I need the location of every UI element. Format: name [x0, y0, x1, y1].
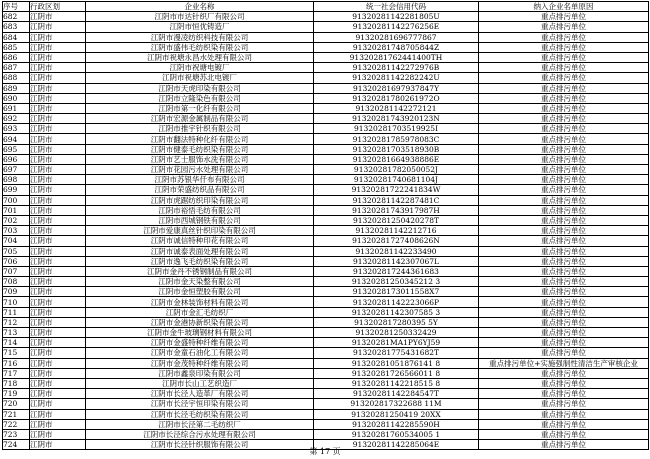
table-row	[3, 399, 649, 409]
cell-region: 江阴市	[30, 399, 86, 409]
cell-credit-code: 91320281727408626N	[314, 236, 479, 246]
cell-reason: 重点排污单位	[479, 83, 649, 93]
cell-credit-code: 913202817280395 5Y	[314, 317, 479, 327]
table-row	[3, 205, 649, 215]
cell-credit-code: 91320281142212716	[314, 226, 479, 236]
table-row	[3, 154, 649, 164]
table-row	[3, 175, 649, 185]
table-row	[3, 409, 649, 419]
cell-seq: 690	[3, 93, 30, 103]
cell-region: 江阴市	[30, 236, 86, 246]
cell-company-name: 江阴市祝塘永昌水处理有限公司	[86, 52, 314, 62]
header-reason: 纳入企业名单原因	[479, 2, 649, 12]
cell-seq: 688	[3, 73, 30, 83]
cell-credit-code: 91320281142284547T	[314, 389, 479, 399]
table-row	[3, 378, 649, 388]
table-body	[3, 12, 649, 450]
cell-reason: 重点排污单位	[479, 134, 649, 144]
cell-reason: 重点排污单位	[479, 73, 649, 83]
cell-seq: 682	[3, 12, 30, 22]
cell-company-name: 江阴市长泾人造革厂有限公司	[86, 389, 314, 399]
cell-region: 江阴市	[30, 114, 86, 124]
cell-seq: 694	[3, 134, 30, 144]
cell-region: 江阴市	[30, 409, 86, 419]
cell-company-name: 江阴市长山工艺织造厂	[86, 378, 314, 388]
table-row	[3, 52, 649, 62]
cell-seq: 699	[3, 185, 30, 195]
cell-company-name: 江阴市恒优铸造厂	[86, 22, 314, 32]
cell-reason: 重点排污单位	[479, 246, 649, 256]
table-row	[3, 266, 649, 276]
cell-company-name: 江阴市金茂特种纤维有限公司	[86, 358, 314, 368]
cell-reason: 重点排污单位	[479, 328, 649, 338]
cell-credit-code: 91320281762441400TH	[314, 52, 479, 62]
cell-credit-code: 91320281142281805U	[314, 12, 479, 22]
cell-seq: 705	[3, 246, 30, 256]
cell-seq: 718	[3, 378, 30, 388]
cell-seq: 691	[3, 103, 30, 113]
cell-company-name: 江阴市诚信特种印花有限公司	[86, 236, 314, 246]
cell-region: 江阴市	[30, 215, 86, 225]
cell-seq: 714	[3, 338, 30, 348]
cell-region: 江阴市	[30, 12, 86, 22]
cell-seq: 689	[3, 83, 30, 93]
cell-credit-code: 91320281748705844Z	[314, 42, 479, 52]
cell-credit-code: 913202817244361683	[314, 266, 479, 276]
cell-reason: 重点排污单位	[479, 12, 649, 22]
cell-region: 江阴市	[30, 63, 86, 73]
cell-company-name: 江阴市西城钢铁有限公司	[86, 215, 314, 225]
header-seq: 序号	[3, 2, 30, 12]
cell-reason: 重点排污单位	[479, 103, 649, 113]
cell-company-name: 江阴市荣盛纺织品有限公司	[86, 185, 314, 195]
cell-company-name: 江阴市金港协新织染有限公司	[86, 317, 314, 327]
cell-seq: 702	[3, 215, 30, 225]
cell-region: 江阴市	[30, 226, 86, 236]
cell-company-name: 江阴市鑫泉印染有限公司	[86, 368, 314, 378]
table-row	[3, 287, 649, 297]
cell-credit-code: 91320281142218515 8	[314, 378, 479, 388]
cell-seq: 724	[3, 440, 30, 450]
cell-seq: 701	[3, 205, 30, 215]
cell-reason: 重点排污单位	[479, 419, 649, 429]
cell-reason: 重点排污单位	[479, 32, 649, 42]
cell-seq: 683	[3, 22, 30, 32]
cell-seq: 696	[3, 154, 30, 164]
cell-company-name: 江阴市诚泰表面处理有限公司	[86, 246, 314, 256]
cell-reason: 重点排污单位	[479, 307, 649, 317]
cell-company-name: 江阴市长泾宇恒印染有限公司	[86, 399, 314, 409]
table-row	[3, 226, 649, 236]
cell-credit-code: 91320281722241834W	[314, 185, 479, 195]
cell-credit-code: 91320281785978083C	[314, 134, 479, 144]
table-row	[3, 358, 649, 368]
cell-reason: 重点排污单位	[479, 22, 649, 32]
cell-region: 江阴市	[30, 83, 86, 93]
cell-region: 江阴市	[30, 73, 86, 83]
cell-reason: 重点排污单位	[479, 195, 649, 205]
cell-reason: 重点排污单位	[479, 429, 649, 439]
cell-seq: 700	[3, 195, 30, 205]
table-row	[3, 246, 649, 256]
cell-credit-code: 91320281664938886E	[314, 154, 479, 164]
cell-company-name: 江阴市金恒塑胶有限公司	[86, 287, 314, 297]
cell-reason: 重点排污单位	[479, 368, 649, 378]
cell-reason: 重点排污单位	[479, 93, 649, 103]
table-row	[3, 165, 649, 175]
cell-region: 江阴市	[30, 175, 86, 185]
cell-region: 江阴市	[30, 266, 86, 276]
cell-company-name: 江阴市爱康真丝针织印染有限公司	[86, 226, 314, 236]
cell-region: 江阴市	[30, 297, 86, 307]
cell-region: 江阴市	[30, 440, 86, 450]
cell-credit-code: 91320281142285590H	[314, 419, 479, 429]
cell-seq: 686	[3, 52, 30, 62]
cell-seq: 721	[3, 409, 30, 419]
cell-company-name: 江阴市健泰毛纺织染有限公司	[86, 144, 314, 154]
cell-reason: 重点排污单位	[479, 348, 649, 358]
table-row	[3, 368, 649, 378]
cell-seq: 712	[3, 317, 30, 327]
cell-company-name: 江阴市金丹不锈钢制品有限公司	[86, 266, 314, 276]
table-row	[3, 256, 649, 266]
enterprise-table	[2, 1, 649, 450]
table-row	[3, 429, 649, 439]
cell-credit-code: 91320281142307585 3	[314, 307, 479, 317]
cell-seq: 692	[3, 114, 30, 124]
cell-credit-code: 91320281250419 20XX	[314, 409, 479, 419]
cell-reason: 重点排污单位	[479, 409, 649, 419]
cell-seq: 715	[3, 348, 30, 358]
cell-seq: 704	[3, 236, 30, 246]
cell-credit-code: 913202817322688 11M	[314, 399, 479, 409]
cell-company-name: 江阴市金林装饰材料有限公司	[86, 297, 314, 307]
cell-reason: 重点排污单位	[479, 317, 649, 327]
cell-company-name: 江阴市金盛特种纤维有限公司	[86, 338, 314, 348]
cell-credit-code: 91320281MA1PY6YJ59	[314, 338, 479, 348]
cell-credit-code: 91320281696777867	[314, 32, 479, 42]
cell-company-name: 江阴市长泾第二毛纺织厂	[86, 419, 314, 429]
table-row	[3, 307, 649, 317]
cell-seq: 723	[3, 429, 30, 439]
cell-credit-code: 91320281142287481C	[314, 195, 479, 205]
cell-reason: 重点排污单位	[479, 297, 649, 307]
cell-credit-code: 91320281051876141 8	[314, 358, 479, 368]
table-row	[3, 338, 649, 348]
cell-region: 江阴市	[30, 358, 86, 368]
cell-seq: 684	[3, 32, 30, 42]
cell-seq: 709	[3, 287, 30, 297]
cell-seq: 713	[3, 328, 30, 338]
header-company-name: 企业名称	[86, 2, 314, 12]
cell-company-name: 江阴市天虎印染有限公司	[86, 83, 314, 93]
cell-seq: 706	[3, 256, 30, 266]
cell-reason: 重点排污单位	[479, 338, 649, 348]
cell-region: 江阴市	[30, 277, 86, 287]
table-header-row	[3, 2, 649, 12]
table-row	[3, 22, 649, 32]
cell-company-name: 江阴市艺士服饰水洗有限公司	[86, 154, 314, 164]
cell-reason: 重点排污单位	[479, 165, 649, 175]
cell-reason: 重点排污单位	[479, 215, 649, 225]
cell-credit-code: 91320281775431682T	[314, 348, 479, 358]
cell-region: 江阴市	[30, 348, 86, 358]
cell-credit-code: 91320281740681104J	[314, 175, 479, 185]
cell-region: 江阴市	[30, 124, 86, 134]
cell-reason: 重点排污单位	[479, 52, 649, 62]
cell-credit-code: 91320281780261972O	[314, 93, 479, 103]
table-row	[3, 297, 649, 307]
cell-credit-code: 91320281726566011 8	[314, 368, 479, 378]
cell-region: 江阴市	[30, 32, 86, 42]
cell-reason: 重点排污单位+实施强制性清洁生产审核企业	[479, 358, 649, 368]
cell-credit-code: 91320281743920123N	[314, 114, 479, 124]
cell-seq: 695	[3, 144, 30, 154]
cell-company-name: 江阴市翻法特种化纤有限公司	[86, 134, 314, 144]
cell-region: 江阴市	[30, 389, 86, 399]
cell-region: 江阴市	[30, 328, 86, 338]
cell-reason: 重点排污单位	[479, 256, 649, 266]
table-row	[3, 389, 649, 399]
cell-region: 江阴市	[30, 378, 86, 388]
cell-credit-code: 91320281142307067L	[314, 256, 479, 266]
table-row	[3, 144, 649, 154]
cell-region: 江阴市	[30, 93, 86, 103]
cell-region: 江阴市	[30, 368, 86, 378]
cell-company-name: 江阴市立隆染色有限公司	[86, 93, 314, 103]
table-row	[3, 124, 649, 134]
cell-seq: 717	[3, 368, 30, 378]
cell-reason: 重点排污单位	[479, 114, 649, 124]
cell-credit-code: 91320281760534005 1	[314, 429, 479, 439]
cell-region: 江阴市	[30, 256, 86, 266]
cell-credit-code: 91320281142233490	[314, 246, 479, 256]
table-row	[3, 195, 649, 205]
cell-credit-code: 91320281142272121	[314, 103, 479, 113]
table-row	[3, 185, 649, 195]
table-row	[3, 236, 649, 246]
cell-company-name: 江阴市盛伟毛纺织染有限公司	[86, 42, 314, 52]
table-row	[3, 12, 649, 22]
table-row	[3, 277, 649, 287]
table-row	[3, 134, 649, 144]
cell-company-name: 江阴市苏银华仟布有限公司	[86, 175, 314, 185]
cell-region: 江阴市	[30, 338, 86, 348]
cell-credit-code: 9132028173011558X7	[314, 287, 479, 297]
cell-company-name: 江阴市裕悟毛纺有限公司	[86, 205, 314, 215]
cell-reason: 重点排污单位	[479, 226, 649, 236]
cell-credit-code: 91320281250420278T	[314, 215, 479, 225]
cell-reason: 重点排污单位	[479, 124, 649, 134]
cell-reason: 重点排污单位	[479, 266, 649, 276]
cell-credit-code: 91320281703518930B	[314, 144, 479, 154]
cell-seq: 716	[3, 358, 30, 368]
cell-region: 江阴市	[30, 144, 86, 154]
cell-reason: 重点排污单位	[479, 205, 649, 215]
header-region: 行政区划	[30, 2, 86, 12]
cell-credit-code: 91320281142276256E	[314, 22, 479, 32]
table-row	[3, 73, 649, 83]
table-row	[3, 42, 649, 52]
cell-reason: 重点排污单位	[479, 185, 649, 195]
cell-seq: 719	[3, 389, 30, 399]
cell-region: 江阴市	[30, 52, 86, 62]
cell-seq: 698	[3, 175, 30, 185]
cell-company-name: 江阴市漫凌纺织科技有限公司	[86, 32, 314, 42]
table-row	[3, 317, 649, 327]
cell-company-name: 江阴市第一化纤有限公司	[86, 103, 314, 113]
cell-credit-code: 91320281250332429	[314, 328, 479, 338]
cell-reason: 重点排污单位	[479, 389, 649, 399]
cell-region: 江阴市	[30, 317, 86, 327]
cell-seq: 722	[3, 419, 30, 429]
cell-seq: 710	[3, 297, 30, 307]
cell-region: 江阴市	[30, 287, 86, 297]
cell-seq: 720	[3, 399, 30, 409]
page-number: 第 17 页	[309, 447, 341, 456]
cell-company-name: 江阴市长泾综合污水处理有限公司	[86, 429, 314, 439]
cell-region: 江阴市	[30, 42, 86, 52]
cell-region: 江阴市	[30, 154, 86, 164]
cell-credit-code: 91320281743917987H	[314, 205, 479, 215]
cell-region: 江阴市	[30, 195, 86, 205]
table-row	[3, 83, 649, 93]
cell-region: 江阴市	[30, 134, 86, 144]
cell-company-name: 江阴市推宇针织有限公司	[86, 124, 314, 134]
cell-reason: 重点排污单位	[479, 144, 649, 154]
cell-company-name: 江阴市金天染整有限公司	[86, 277, 314, 287]
cell-credit-code: 91320281142285064E	[314, 440, 479, 450]
cell-reason: 重点排污单位	[479, 277, 649, 287]
cell-seq: 708	[3, 277, 30, 287]
cell-region: 江阴市	[30, 165, 86, 175]
cell-region: 江阴市	[30, 419, 86, 429]
cell-reason: 重点排污单位	[479, 154, 649, 164]
cell-seq: 711	[3, 307, 30, 317]
cell-credit-code: 91320281697937847Y	[314, 83, 479, 93]
cell-reason: 重点排污单位	[479, 287, 649, 297]
cell-company-name: 江阴市金汇毛纺织厂	[86, 307, 314, 317]
cell-company-name: 江阴市祝塘电镀厂	[86, 63, 314, 73]
cell-company-name: 江阴市逸飞毛纺织染有限公司	[86, 256, 314, 266]
cell-company-name: 江阴市花园污水处理有限公司	[86, 165, 314, 175]
cell-company-name: 江阴市金牛玻璃钢材料有限公司	[86, 328, 314, 338]
cell-region: 江阴市	[30, 246, 86, 256]
table-row	[3, 32, 649, 42]
cell-company-name: 江阴市市达针织厂有限公司	[86, 12, 314, 22]
table-row	[3, 328, 649, 338]
table-row	[3, 348, 649, 358]
cell-seq: 685	[3, 42, 30, 52]
table-row	[3, 215, 649, 225]
table-row	[3, 419, 649, 429]
table-row	[3, 63, 649, 73]
cell-credit-code: 91320281250345212 3	[314, 277, 479, 287]
cell-company-name: 江阴市长泾毛纺织染有限公司	[86, 409, 314, 419]
cell-seq: 697	[3, 165, 30, 175]
cell-region: 江阴市	[30, 205, 86, 215]
cell-seq: 707	[3, 266, 30, 276]
cell-region: 江阴市	[30, 185, 86, 195]
cell-region: 江阴市	[30, 429, 86, 439]
cell-company-name: 江阴市长泾针织服饰有限公司	[86, 440, 314, 450]
cell-credit-code: 91320281703519925I	[314, 124, 479, 134]
cell-reason: 重点排污单位	[479, 63, 649, 73]
cell-credit-code: 91320281782050052J	[314, 165, 479, 175]
cell-seq: 693	[3, 124, 30, 134]
header-credit-code: 统一社会信用代码	[314, 2, 479, 12]
cell-region: 江阴市	[30, 307, 86, 317]
cell-seq: 703	[3, 226, 30, 236]
table-row	[3, 103, 649, 113]
cell-company-name: 江阴市金童石油化工有限公司	[86, 348, 314, 358]
cell-company-name: 江阴市虎踞纺织印染有限公司	[86, 195, 314, 205]
cell-reason: 重点排污单位	[479, 42, 649, 52]
table-row	[3, 114, 649, 124]
cell-company-name: 江阴市宏源金属制品有限公司	[86, 114, 314, 124]
cell-region: 江阴市	[30, 103, 86, 113]
cell-company-name: 江阴市祝塘苏北电镀厂	[86, 73, 314, 83]
cell-seq: 687	[3, 63, 30, 73]
cell-reason: 重点排污单位	[479, 399, 649, 409]
cell-reason: 重点排污单位	[479, 378, 649, 388]
cell-region: 江阴市	[30, 22, 86, 32]
cell-credit-code: 91320281142272976B	[314, 63, 479, 73]
cell-reason: 重点排污单位	[479, 440, 649, 450]
cell-reason: 重点排污单位	[479, 175, 649, 185]
cell-credit-code: 91320281142223066P	[314, 297, 479, 307]
cell-credit-code: 91320281142282242U	[314, 73, 479, 83]
table-row	[3, 93, 649, 103]
cell-reason: 重点排污单位	[479, 236, 649, 246]
